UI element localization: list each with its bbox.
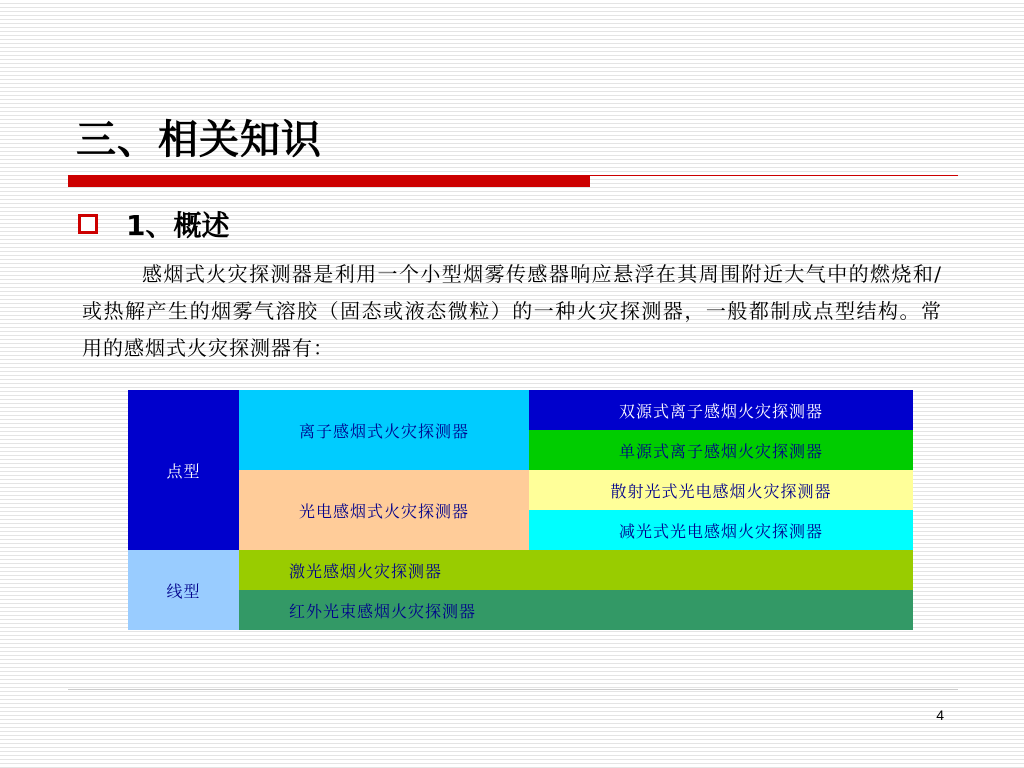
ionization-detector-cell: 离子感烟式火灾探测器 <box>239 390 529 470</box>
scatter-photoelectric-cell: 散射光式光电感烟火灾探测器 <box>529 470 913 510</box>
detector-classification-table <box>128 390 913 630</box>
body-paragraph: 感烟式火灾探测器是利用一个小型烟雾传感器响应悬浮在其周围附近大气中的燃烧和/或热解产生的烟雾气溶胶（固态或液态微粒）的一种火灾探测器，一般都制成点型结构。常用的感烟式火灾探测器有： <box>82 262 942 360</box>
infrared-beam-detector-cell: 红外光束感烟火灾探测器 <box>239 590 913 630</box>
title-underline-line <box>590 175 958 176</box>
bullet-heading-text: 1、概述 <box>126 209 230 242</box>
square-bullet-icon <box>78 214 98 234</box>
dual-source-ion-cell: 双源式离子感烟火灾探测器 <box>529 390 913 430</box>
single-source-ion-cell: 单源式离子感烟火灾探测器 <box>529 430 913 470</box>
title-underline-bar <box>68 175 590 187</box>
point-type-cell: 点型 <box>128 390 239 550</box>
slide-title: 三、相关知识 <box>76 117 322 163</box>
footer-divider <box>68 689 958 690</box>
bullet-heading <box>78 204 229 244</box>
title-underline <box>68 174 958 188</box>
laser-detector-cell: 激光感烟火灾探测器 <box>239 550 913 590</box>
photoelectric-detector-cell: 光电感烟式火灾探测器 <box>239 470 529 550</box>
page-number: 4 <box>936 707 944 723</box>
dimming-photoelectric-cell: 减光式光电感烟火灾探测器 <box>529 510 913 550</box>
line-type-cell: 线型 <box>128 550 239 630</box>
